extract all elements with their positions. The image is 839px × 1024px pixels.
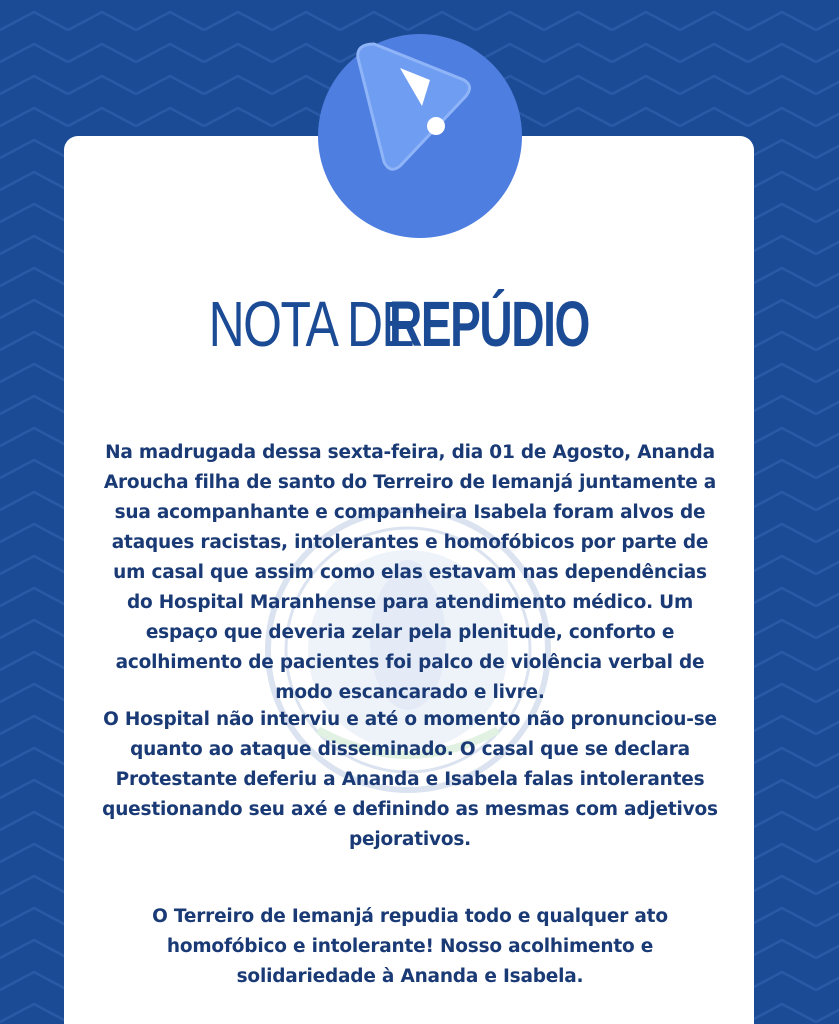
title-bold: REPÚDIO bbox=[389, 288, 590, 360]
warning-triangle-icon bbox=[318, 28, 522, 238]
paragraph-3: O Terreiro de Iemanjá repudia todo e qualquer ato homofóbico e intolerante! Nosso acolhimento e solidariedade à Ananda e Isabela. bbox=[152, 906, 668, 987]
page-title bbox=[64, 288, 754, 360]
paragraph-2: O Hospital não interviu e até o momento não pronunciou-se quanto ao ataque disseminado. O casal que se declara Protestante deferiu a Ananda e Isabela falas intolerantes questionando seu axé e definindo as mesmas com adjetivos pejorativos. bbox=[102, 709, 718, 850]
paragraph-1: Na madrugada dessa sexta-feira, dia 01 de Agosto, Ananda Aroucha filha de santo do Terreiro de Iemanjá juntamente a sua acompanhante e companheira Isabela foram alvos de ataques racistas, intolerantes e homofóbicos por parte de um casal que assim como elas estavam nas dependências do Hospital Maranhense para atendimento médico. Um espaço que deveria zelar pela plenitude, conforto e acolhimento de pacientes foi palco de violência verbal de modo escancarado e livre. bbox=[103, 442, 717, 703]
title-light: NOTA DE bbox=[208, 288, 414, 360]
